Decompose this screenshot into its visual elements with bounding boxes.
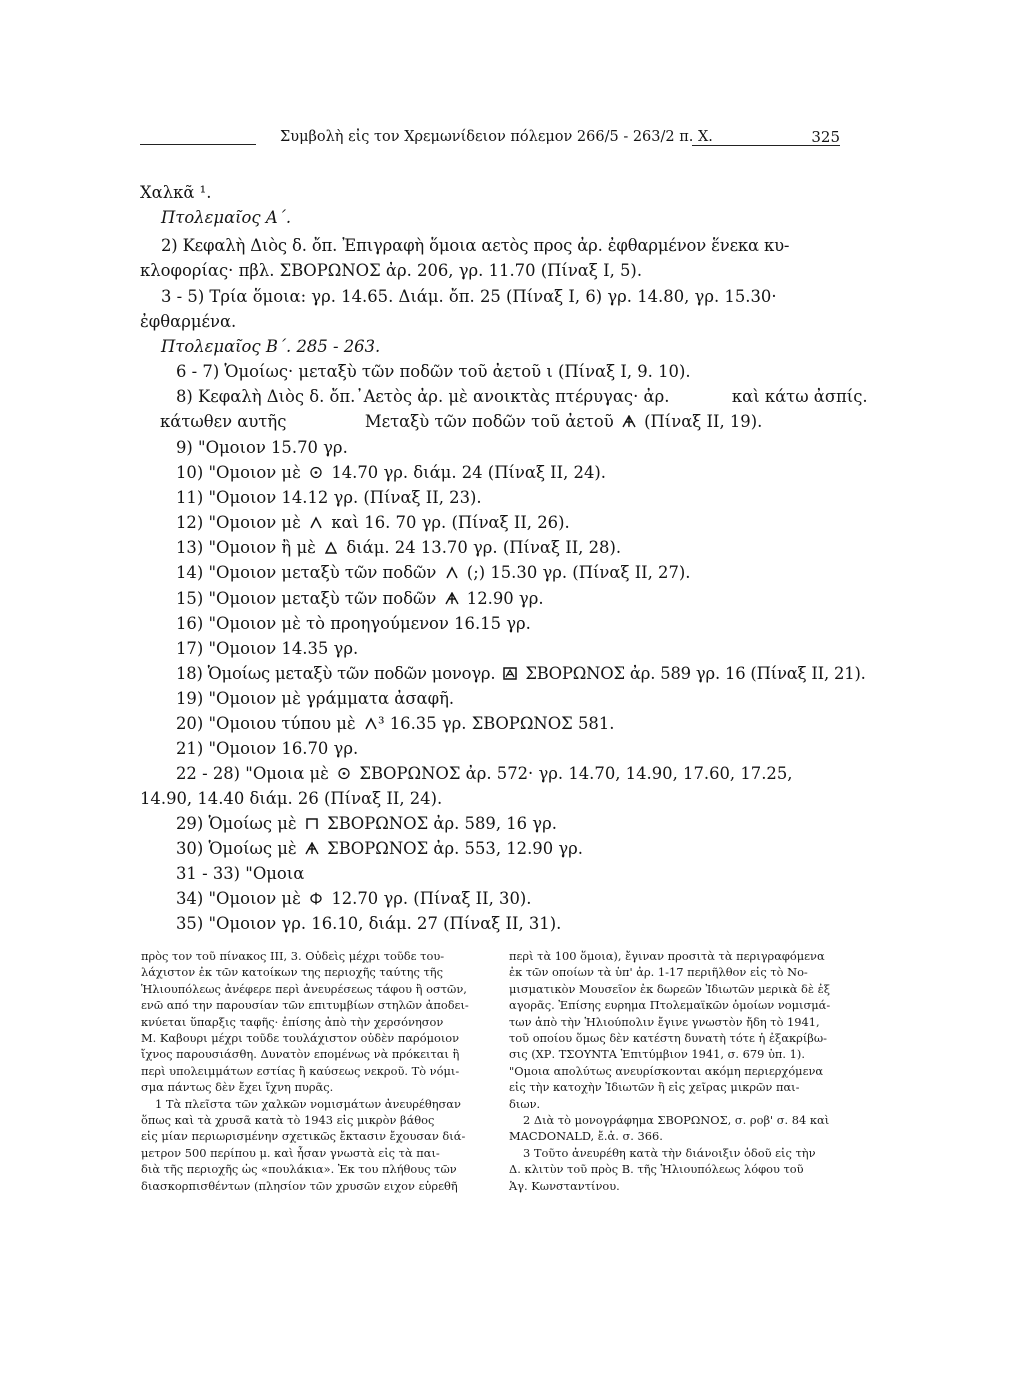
- entry-15-b: 12.90 γρ.: [466, 589, 544, 608]
- footnote-line: πρὸς τον τοῦ πίνακος ΙΙΙ, 3. Οὐδεὶς μέχρι τοῦδε του-: [141, 949, 445, 963]
- entry-29-b: ΣΒΟΡΩΝΟΣ ἀρ. 589, 16 γρ.: [327, 814, 557, 833]
- delta-symbol-icon: [324, 541, 338, 554]
- phi-symbol-icon: [309, 892, 323, 905]
- footnote-line: ἐκ τῶν οποίων τὰ ὑπ' ἀρ. 1-17 περιῆλθον εἰς τὸ Νο-: [509, 965, 808, 980]
- entry-35: 35) "Ομοιον γρ. 16.10, διάμ. 27 (Πίναξ ΙΙ, 31).: [176, 914, 562, 933]
- entry-12-a: 12) "Ομοιον μὲ: [176, 513, 301, 532]
- footnote-line: ενῶ από την παρουσίαν τῶν επιτυμβίων στηλῶν ἀποδει-: [141, 998, 469, 1013]
- circled-dot-icon: [309, 466, 323, 479]
- footnote-line: Ἁγ. Κωνσταντίνου.: [509, 1178, 620, 1193]
- entry-8-cont: [160, 414, 762, 430]
- entry-20: [176, 716, 614, 732]
- pi-symbol-icon: [305, 817, 319, 830]
- circled-dot-icon: [337, 767, 351, 780]
- entry-8: [176, 389, 868, 405]
- running-title: Συμβολὴ εἰς τον Χρεμωνίδειον πόλεμον 266/5 - 263/2 π. Χ.: [280, 129, 713, 145]
- footnote-line: ἴχνος παρουσιάσθη. Δυνατὸν επομένως νὰ πρόκειται ἢ: [141, 1047, 460, 1062]
- entry-13-b: διάμ. 24 13.70 γρ. (Πίναξ ΙΙ, 28).: [346, 538, 622, 557]
- footnote-line: διων.: [509, 1096, 541, 1111]
- entry-22-28-a: 22 - 28) "Ομοια μὲ: [176, 764, 329, 783]
- monogram-symbol-icon: [622, 415, 636, 428]
- entry-14: [176, 565, 691, 581]
- running-header: [140, 128, 840, 152]
- footnote-line: μισματικὸν Μουσεῖον ἐκ δωρεῶν Ἰδιωτῶν μερικὰ δὲ ἐξ: [509, 981, 831, 996]
- entry-15: [176, 591, 544, 607]
- footnote-line: τοῦ οποίου ὅμως δὲν κατέστη δυνατὴ τότε ἡ ἐξακρίβω-: [509, 1031, 828, 1046]
- footnote-line: σις (ΧΡ. ΤΣΟΥΝΤΑ Ἐπιτύμβιον 1941, σ. 679 ὑπ. 1).: [509, 1047, 805, 1062]
- footnote-line: διασκορπισθέντων (πλησίον τῶν χρυσῶν ειχον εὑρεθῆ: [141, 1178, 458, 1193]
- footnote-line: "Ομοια απολύτως ανευρίσκονται ακόμη περιερχόμενα: [509, 1063, 824, 1078]
- entry-11: 11) "Ομοιον 14.12 γρ. (Πίναξ ΙΙ, 23).: [176, 488, 482, 507]
- entry-15-a: 15) "Ομοιον μεταξὺ τῶν ποδῶν: [176, 589, 437, 608]
- footnotes-right-column: [509, 948, 844, 1194]
- entry-20-b: ³ 16.35 γρ. ΣΒΟΡΩΝΟΣ 581.: [377, 714, 615, 733]
- entry-18: [176, 666, 866, 682]
- entry-34-a: 34) "Ομοιον μὲ: [176, 889, 301, 908]
- entry-10: [176, 465, 606, 481]
- page-number: 325: [811, 128, 840, 146]
- entry-8-cont-c: (Πίναξ ΙΙ, 19).: [644, 412, 763, 431]
- entry-22-28-b: ΣΒΟΡΩΝΟΣ ἀρ. 572· γρ. 14.70, 14.90, 17.60, 17.25,: [359, 764, 793, 783]
- section-heading-bronze: Χαλκᾶ ¹.: [140, 183, 212, 202]
- entry-14-b: (;) 15.30 γρ. (Πίναξ ΙΙ, 27).: [466, 563, 691, 582]
- entry-22-28-cont: 14.90, 14.40 διάμ. 26 (Πίναξ ΙΙ, 24).: [140, 789, 443, 808]
- entry-8-text-end: καὶ κάτω ἀσπίς.: [731, 387, 868, 406]
- entry-12-b: καὶ 16. 70 γρ. (Πίναξ ΙΙ, 26).: [331, 513, 570, 532]
- entry-13: [176, 540, 621, 556]
- entry-31-33: 31 - 33) "Ομοια: [176, 864, 305, 883]
- entry-3-5: 3 - 5) Τρία ὅμοια: γρ. 14.65. Διάμ. ὄπ. 25 (Πίναξ Ι, 6) γρ. 14.80, γρ. 15.30·: [161, 287, 777, 306]
- entry-22-28: [176, 766, 793, 782]
- footnote-line: περὶ υπολειμμάτων εστίας ἢ καύσεως νεκροῦ. Τὸ νόμι-: [141, 1063, 460, 1078]
- entry-13-a: 13) "Ομοιον ἢ μὲ: [176, 538, 316, 557]
- entry-3-5-cont: ἐφθαρμένα.: [140, 312, 237, 331]
- entry-8-cont-b: Μεταξὺ τῶν ποδῶν τοῦ ἀετοῦ: [364, 412, 614, 431]
- footnote-line: των ἀπὸ τὴν Ἡλιούπολιν ἔγινε γνωστὸν ἤδη τὸ 1941,: [509, 1014, 820, 1029]
- footnote-line: αγορᾶς. Ἐπίσης ευρημα Πτολεμαϊκῶν ὁμοίων νομισμά-: [509, 998, 831, 1013]
- entry-12: [176, 515, 570, 531]
- ruler-heading-ptolemy-1: Πτολεμαῖος Α΄.: [161, 208, 292, 227]
- entry-20-a: 20) "Ομοιου τύπου μὲ: [176, 714, 356, 733]
- lambda-symbol-icon: [364, 717, 378, 730]
- entry-30-a: 30) Ὁμοίως μὲ: [176, 839, 297, 858]
- entry-10-a: 10) "Ομοιον μὲ: [176, 463, 301, 482]
- header-rule-left: [140, 144, 256, 145]
- footnote-line: περὶ τὰ 100 ὅμοια), ἔγιναν προσιτὰ τὰ περιγραφόμενα: [509, 949, 825, 963]
- entry-17: 17) "Ομοιον 14.35 γρ.: [176, 639, 359, 658]
- entry-19: 19) "Ομοιον μὲ γράμματα ἀσαφῆ.: [176, 689, 455, 708]
- entry-30-b: ΣΒΟΡΩΝΟΣ ἀρ. 553, 12.90 γρ.: [327, 839, 584, 858]
- entry-18-b: ΣΒΟΡΩΝΟΣ ἀρ. 589 γρ. 16 (Πίναξ ΙΙ, 21).: [525, 664, 866, 683]
- entry-2: 2) Κεφαλὴ Διὸς δ. ὄπ. Ἐπιγραφὴ ὅμοια αετὸς προς ἀρ. ἐφθαρμένον ἕνεκα κυ-: [161, 236, 790, 255]
- footnote-line: Ἡλιουπόλεως ἀνέφερε περὶ ἀνευρέσεως τάφου ἢ οστῶν,: [141, 981, 467, 996]
- entry-10-b: 14.70 γρ. διάμ. 24 (Πίναξ ΙΙ, 24).: [331, 463, 607, 482]
- entry-9: 9) "Ομοιον 15.70 γρ.: [176, 438, 348, 457]
- footnote-line: 3 Τοῦτο ἀνευρέθη κατὰ τὴν διάνοιξιν ὁδοῦ εἰς τὴν: [523, 1145, 816, 1160]
- entry-34: [176, 891, 532, 907]
- footnote-line: εἰς μίαν περιωρισμένην σχετικῶς ἔκτασιν ἔχουσαν διά-: [141, 1129, 466, 1144]
- entry-8-cont-a: κάτωθεν αυτῆς: [160, 412, 287, 431]
- footnotes-left-column: [141, 948, 486, 1194]
- footnote-line: κνύεται ὕπαρξις ταφῆς· ἐπίσης ἀπὸ τὴν χερσόνησον: [141, 1014, 444, 1029]
- monogram-symbol-icon: [445, 592, 459, 605]
- footnote-line: 1 Τὰ πλεῖστα τῶν χαλκῶν νομισμάτων ἀνευρέθησαν: [155, 1096, 461, 1111]
- footnote-line: διὰ τῆς περιοχῆς ὡς «πουλάκια». Ἐκ του πλήθους τῶν: [141, 1162, 457, 1177]
- footnote-line: σμα πάντως δὲν ἔχει ἴχνη πυρᾶς.: [141, 1080, 334, 1095]
- entry-8-text: 8) Κεφαλὴ Διὸς δ. ὄπ.᾿Αετὸς ἀρ. μὲ ανοικτὰς πτέρυγας· ἀρ.: [176, 387, 670, 406]
- entry-34-b: 12.70 γρ. (Πίναξ ΙΙ, 30).: [331, 889, 532, 908]
- footnote-line: Δ. κλιτὺν τοῦ πρὸς Β. τῆς Ἡλιουπόλεως λόφου τοῦ: [509, 1162, 804, 1177]
- footnote-line: Μ. Καβουρι μέχρι τοῦδε τουλάχιστον οὐδὲν παρόμοιον: [141, 1031, 460, 1046]
- entry-30: [176, 841, 583, 857]
- entry-18-a: 18) Ὁμοίως μεταξὺ τῶν ποδῶν μονογρ.: [176, 664, 496, 683]
- lambda-symbol-icon: [445, 566, 459, 579]
- entry-16: 16) "Ομοιον μὲ τὸ προηγούμενον 16.15 γρ.: [176, 614, 531, 633]
- footnote-line: λάχιστον ἐκ τῶν κατοίκων της περιοχῆς ταύτης τῆς: [141, 965, 443, 980]
- footnote-line: 2 Διὰ τὸ μονογράφημα ΣΒΟΡΩΝΟΣ, σ. ροβ' σ. 84 καὶ: [523, 1113, 830, 1128]
- footnote-line: MACDONALD, ἔ.ἀ. σ. 366.: [509, 1129, 663, 1144]
- entry-14-a: 14) "Ομοιον μεταξὺ τῶν ποδῶν: [176, 563, 437, 582]
- ruler-heading-ptolemy-2: Πτολεμαῖος Β΄. 285 - 263.: [161, 337, 381, 356]
- entry-6-7: 6 - 7) Ὁμοίως· μεταξὺ τῶν ποδῶν τοῦ ἀετοῦ ι (Πίναξ Ι, 9. 10).: [176, 362, 691, 381]
- entry-2-cont: κλοφορίας· πβλ. ΣΒΟΡΩΝΟΣ ἀρ. 206, γρ. 11.70 (Πίναξ Ι, 5).: [140, 261, 643, 280]
- footnote-line: εἰς τὴν κατοχὴν Ἰδιωτῶν ἢ εἰς χεῖρας μικρῶν παι-: [509, 1080, 800, 1095]
- entry-21: 21) "Ομοιον 16.70 γρ.: [176, 739, 359, 758]
- entry-29: [176, 816, 557, 832]
- entry-29-a: 29) Ὁμοίως μὲ: [176, 814, 297, 833]
- monogram-symbol-icon: [305, 842, 319, 855]
- footnote-line: μετρον 500 περίπου μ. καὶ ἦσαν γνωστὰ εἰς τὰ παι-: [141, 1145, 440, 1160]
- lambda-symbol-icon: [309, 516, 323, 529]
- footnote-line: ὅπως καὶ τὰ χρυσᾶ κατὰ τὸ 1943 εἰς μικρὸν βάθος: [141, 1113, 435, 1128]
- boxed-monogram-icon: [503, 667, 517, 680]
